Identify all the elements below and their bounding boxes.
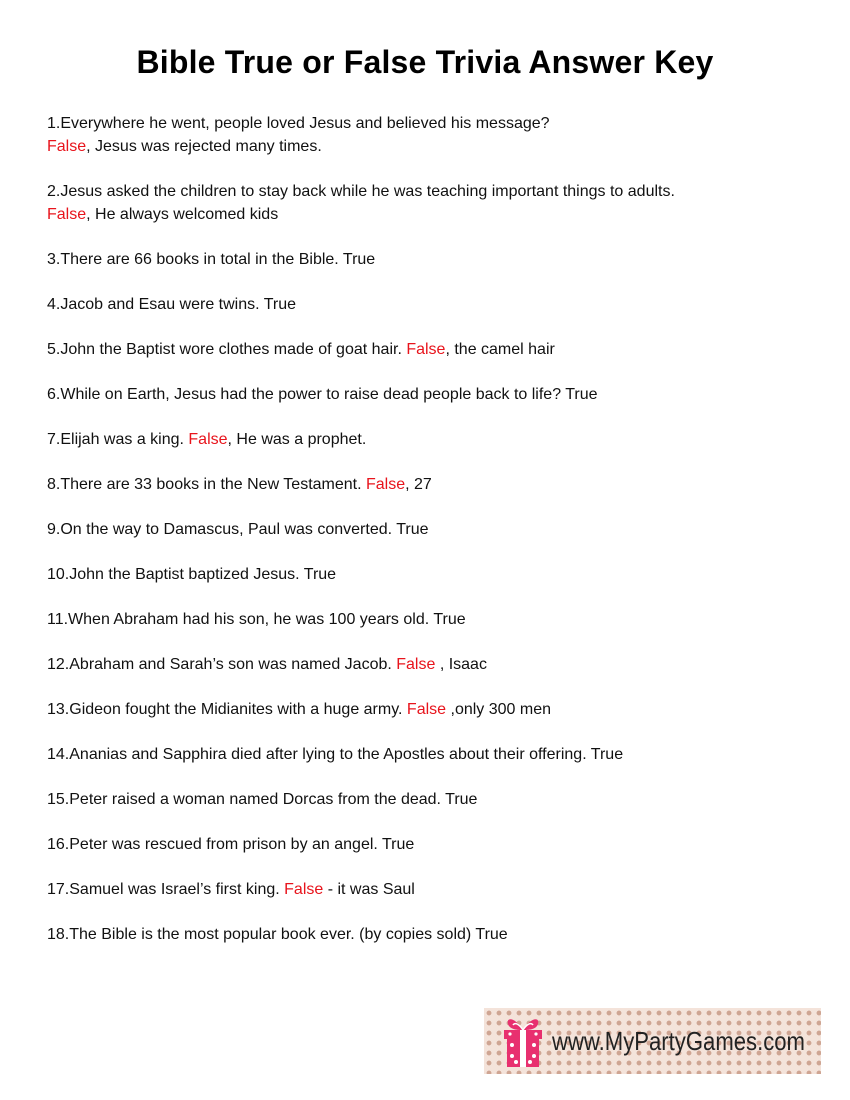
question-item	[47, 743, 827, 766]
question-item	[47, 563, 827, 586]
answer-false: False	[366, 476, 406, 493]
answer-explanation: , Isaac	[435, 656, 487, 673]
question-text: 17.Samuel was Israel’s first king.	[47, 881, 285, 898]
question-item	[47, 698, 827, 721]
question-text: 1.Everywhere he went, people loved Jesus and believed his message?	[47, 115, 550, 132]
question-text: 2.Jesus asked the children to stay back while he was teaching important things to adults.	[47, 183, 675, 200]
question-text: 11.When Abraham had his son, he was 100 years old. True	[47, 611, 466, 628]
answer-false: False	[284, 881, 324, 898]
answer-false: False	[406, 341, 446, 358]
question-item	[47, 608, 827, 631]
question-text: 13.Gideon fought the Midianites with a huge army.	[47, 701, 407, 718]
question-text: 18.The Bible is the most popular book ever. (by copies sold) True	[47, 926, 508, 943]
question-item	[47, 428, 827, 451]
question-item	[47, 833, 827, 856]
question-text: 4.Jacob and Esau were twins. True	[47, 296, 297, 313]
answer-false: False	[47, 138, 87, 155]
answer-false: False	[396, 656, 436, 673]
question-text: 9.On the way to Damascus, Paul was converted. True	[47, 521, 429, 538]
answer-explanation: ,only 300 men	[446, 701, 551, 718]
page-title: Bible True or False Trivia Answer Key	[136, 44, 714, 80]
question-item	[47, 653, 827, 676]
question-text: 7.Elijah was a king.	[47, 431, 189, 448]
question-item	[47, 293, 827, 316]
question-list	[47, 112, 827, 946]
gift-box-icon	[498, 1010, 548, 1070]
website-link[interactable]: www.MyPartyGames.com	[552, 1026, 805, 1056]
question-item	[47, 180, 827, 226]
question-text: 15.Peter raised a woman named Dorcas from the dead. True	[47, 791, 478, 808]
question-item	[47, 338, 827, 361]
question-text: 3.There are 66 books in total in the Bible. True	[47, 251, 376, 268]
question-text: 5.John the Baptist wore clothes made of goat hair.	[47, 341, 407, 358]
question-text: 16.Peter was rescued from prison by an angel. True	[47, 836, 415, 853]
question-text: 12.Abraham and Sarah’s son was named Jacob.	[47, 656, 397, 673]
answer-false: False	[47, 206, 87, 223]
answer-explanation: , He always welcomed kids	[86, 206, 279, 223]
question-text: 8.There are 33 books in the New Testament.	[47, 476, 366, 493]
question-text: 10.John the Baptist baptized Jesus. True	[47, 566, 337, 583]
answer-explanation: , the camel hair	[445, 341, 555, 358]
question-item	[47, 473, 827, 496]
question-item	[47, 788, 827, 811]
question-item	[47, 518, 827, 541]
question-item	[47, 923, 827, 946]
question-item	[47, 112, 827, 158]
answer-false: False	[406, 701, 447, 718]
answer-explanation: - it was Saul	[323, 881, 415, 898]
website-banner[interactable]	[484, 1008, 821, 1074]
question-item	[47, 383, 827, 406]
question-text: 14.Ananias and Sapphira died after lying to the Apostles about their offering. True	[47, 746, 624, 763]
question-item	[47, 248, 827, 271]
answer-explanation: , Jesus was rejected many times.	[86, 138, 322, 155]
question-item	[47, 878, 827, 901]
answer-explanation: , He was a prophet.	[227, 431, 367, 448]
question-text: 6.While on Earth, Jesus had the power to raise dead people back to life? True	[47, 386, 598, 403]
answer-false: False	[188, 431, 228, 448]
answer-explanation: , 27	[405, 476, 432, 493]
